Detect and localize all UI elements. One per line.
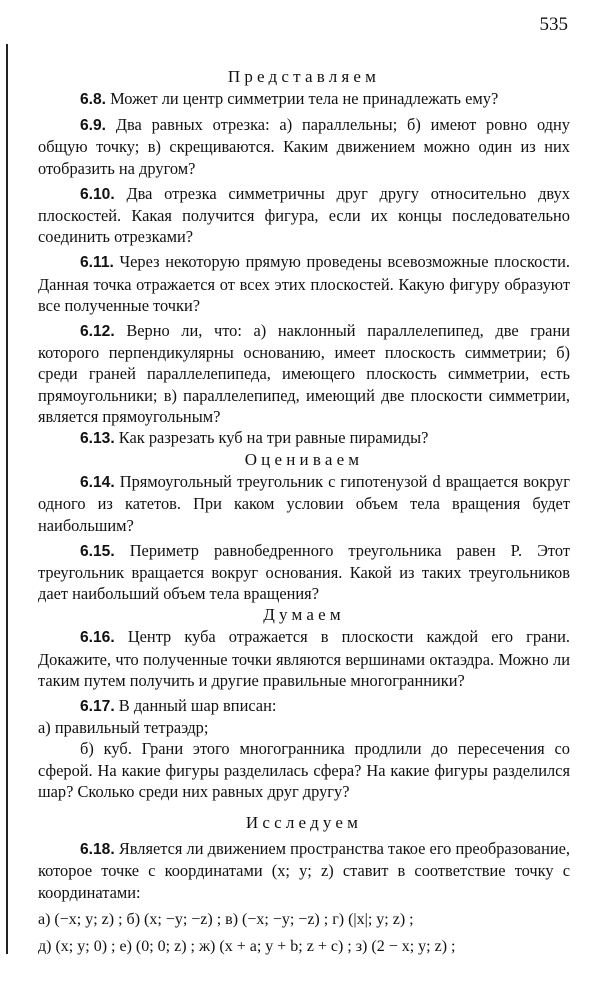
- problem-6-9: [38, 114, 570, 179]
- problem-6-8: [38, 88, 570, 110]
- problem-number: 6.13.: [80, 430, 115, 448]
- page-number: 535: [539, 14, 568, 35]
- problem-6-10: [38, 183, 570, 248]
- problem-number: 6.10.: [80, 185, 115, 203]
- problem-number: 6.18.: [80, 841, 115, 859]
- problem-text: Прямоугольный треугольник с гипотенузой d вращается вокруг одного из катетов. При каком условии объем тела вращения будет наибольшим?: [38, 472, 570, 535]
- problem-number: 6.9.: [80, 117, 107, 135]
- problem-6-13: [38, 427, 570, 449]
- section-heading-present: Представляем: [227, 67, 381, 86]
- problem-number: 6.8.: [80, 91, 107, 108]
- problem-text: Через некоторую прямую проведены всевозможные плоскости. Данная точка отражается от всех этих плоскостей. Какую фигуру образуют все полученные точки?: [38, 252, 570, 315]
- problem-text: Как разрезать куб на три равные пирамиды?: [118, 428, 429, 448]
- problem-text: Верно ли, что: а) наклонный параллелепипед, две грани которого перпендикулярны основанию, имеет плоскость симметрии; б) среди граней параллелепипеда, имеющего плоскость симметрии, есть прямоугольники; в) параллелепипед, имеющий две плоскости симметрии, является прямоугольным?: [38, 321, 570, 426]
- coordinate-options-line-2: д) (x; y; 0) ; е) (0; 0; z) ; ж) (x + a; y + b; z + c) ; з) (2 − x; y; z) ;: [38, 937, 456, 955]
- problem-6-15: [38, 540, 570, 605]
- problem-6-14: [38, 471, 570, 536]
- section-heading-estimate: Оцениваем: [244, 450, 364, 470]
- problem-6-16: [38, 626, 570, 691]
- problem-number: 6.14.: [80, 474, 115, 492]
- problem-text: Периметр равнобедренного треугольника равен P. Этот треугольник вращается вокруг основания. Какой из таких треугольников дает наибольший объем тела вращения?: [38, 540, 570, 604]
- section-heading-think: Думаем: [263, 605, 345, 625]
- section-heading-explore: Исследуем: [245, 813, 363, 833]
- problem-6-12: [38, 320, 570, 427]
- problem-6-18: [38, 838, 570, 903]
- problem-text: Является ли движением пространства такое его преобразование, которое точке с координатами (x; y; z) ставит в соответствие точку с координатами:: [38, 839, 570, 902]
- problem-text: В данный шар вписан:: [118, 696, 277, 716]
- problem-text: Центр куба отражается в плоскости каждой его грани. Докажите, что полученные точки являются вершинами октаэдра. Можно ли таким путем получить и другие правильные многогранники?: [38, 627, 570, 690]
- coordinate-options-line-1: а) (−x; y; z) ; б) (x; −y; −z) ; в) (−x; −y; −z) ; г) (|x|; y; z) ;: [38, 910, 414, 928]
- margin-rule: [6, 44, 8, 954]
- problem-6-17: [38, 695, 570, 717]
- problem-6-17-b: б) куб. Грани этого многогранника продлили до пересечения со сферой. На какие фигуры разделилась сфера? На какие фигуры разделился шар? Сколько среди них равных друг другу?: [38, 739, 570, 801]
- problem-number: 6.16.: [80, 629, 115, 647]
- problem-text: Два равных отрезка: а) параллельны; б) имеют ровно одну общую точку; в) скрещиваются. Каким движением можно один из них отобразить на другом?: [38, 115, 570, 178]
- problem-number: 6.12.: [80, 323, 115, 341]
- problem-number: 6.11.: [80, 254, 114, 272]
- problem-text: Два отрезка симметричны друг другу относительно двух плоскостей. Какая получится фигура, если их концы последовательно соединить отрезками?: [38, 183, 570, 247]
- problem-6-11: [38, 251, 570, 316]
- problem-number: 6.17.: [80, 698, 115, 716]
- problem-6-17-a: а) правильный тетраэдр;: [38, 718, 209, 738]
- problem-number: 6.15.: [80, 542, 115, 560]
- page-content: [38, 66, 570, 957]
- problem-text: Может ли центр симметрии тела не принадлежать ему?: [110, 89, 499, 108]
